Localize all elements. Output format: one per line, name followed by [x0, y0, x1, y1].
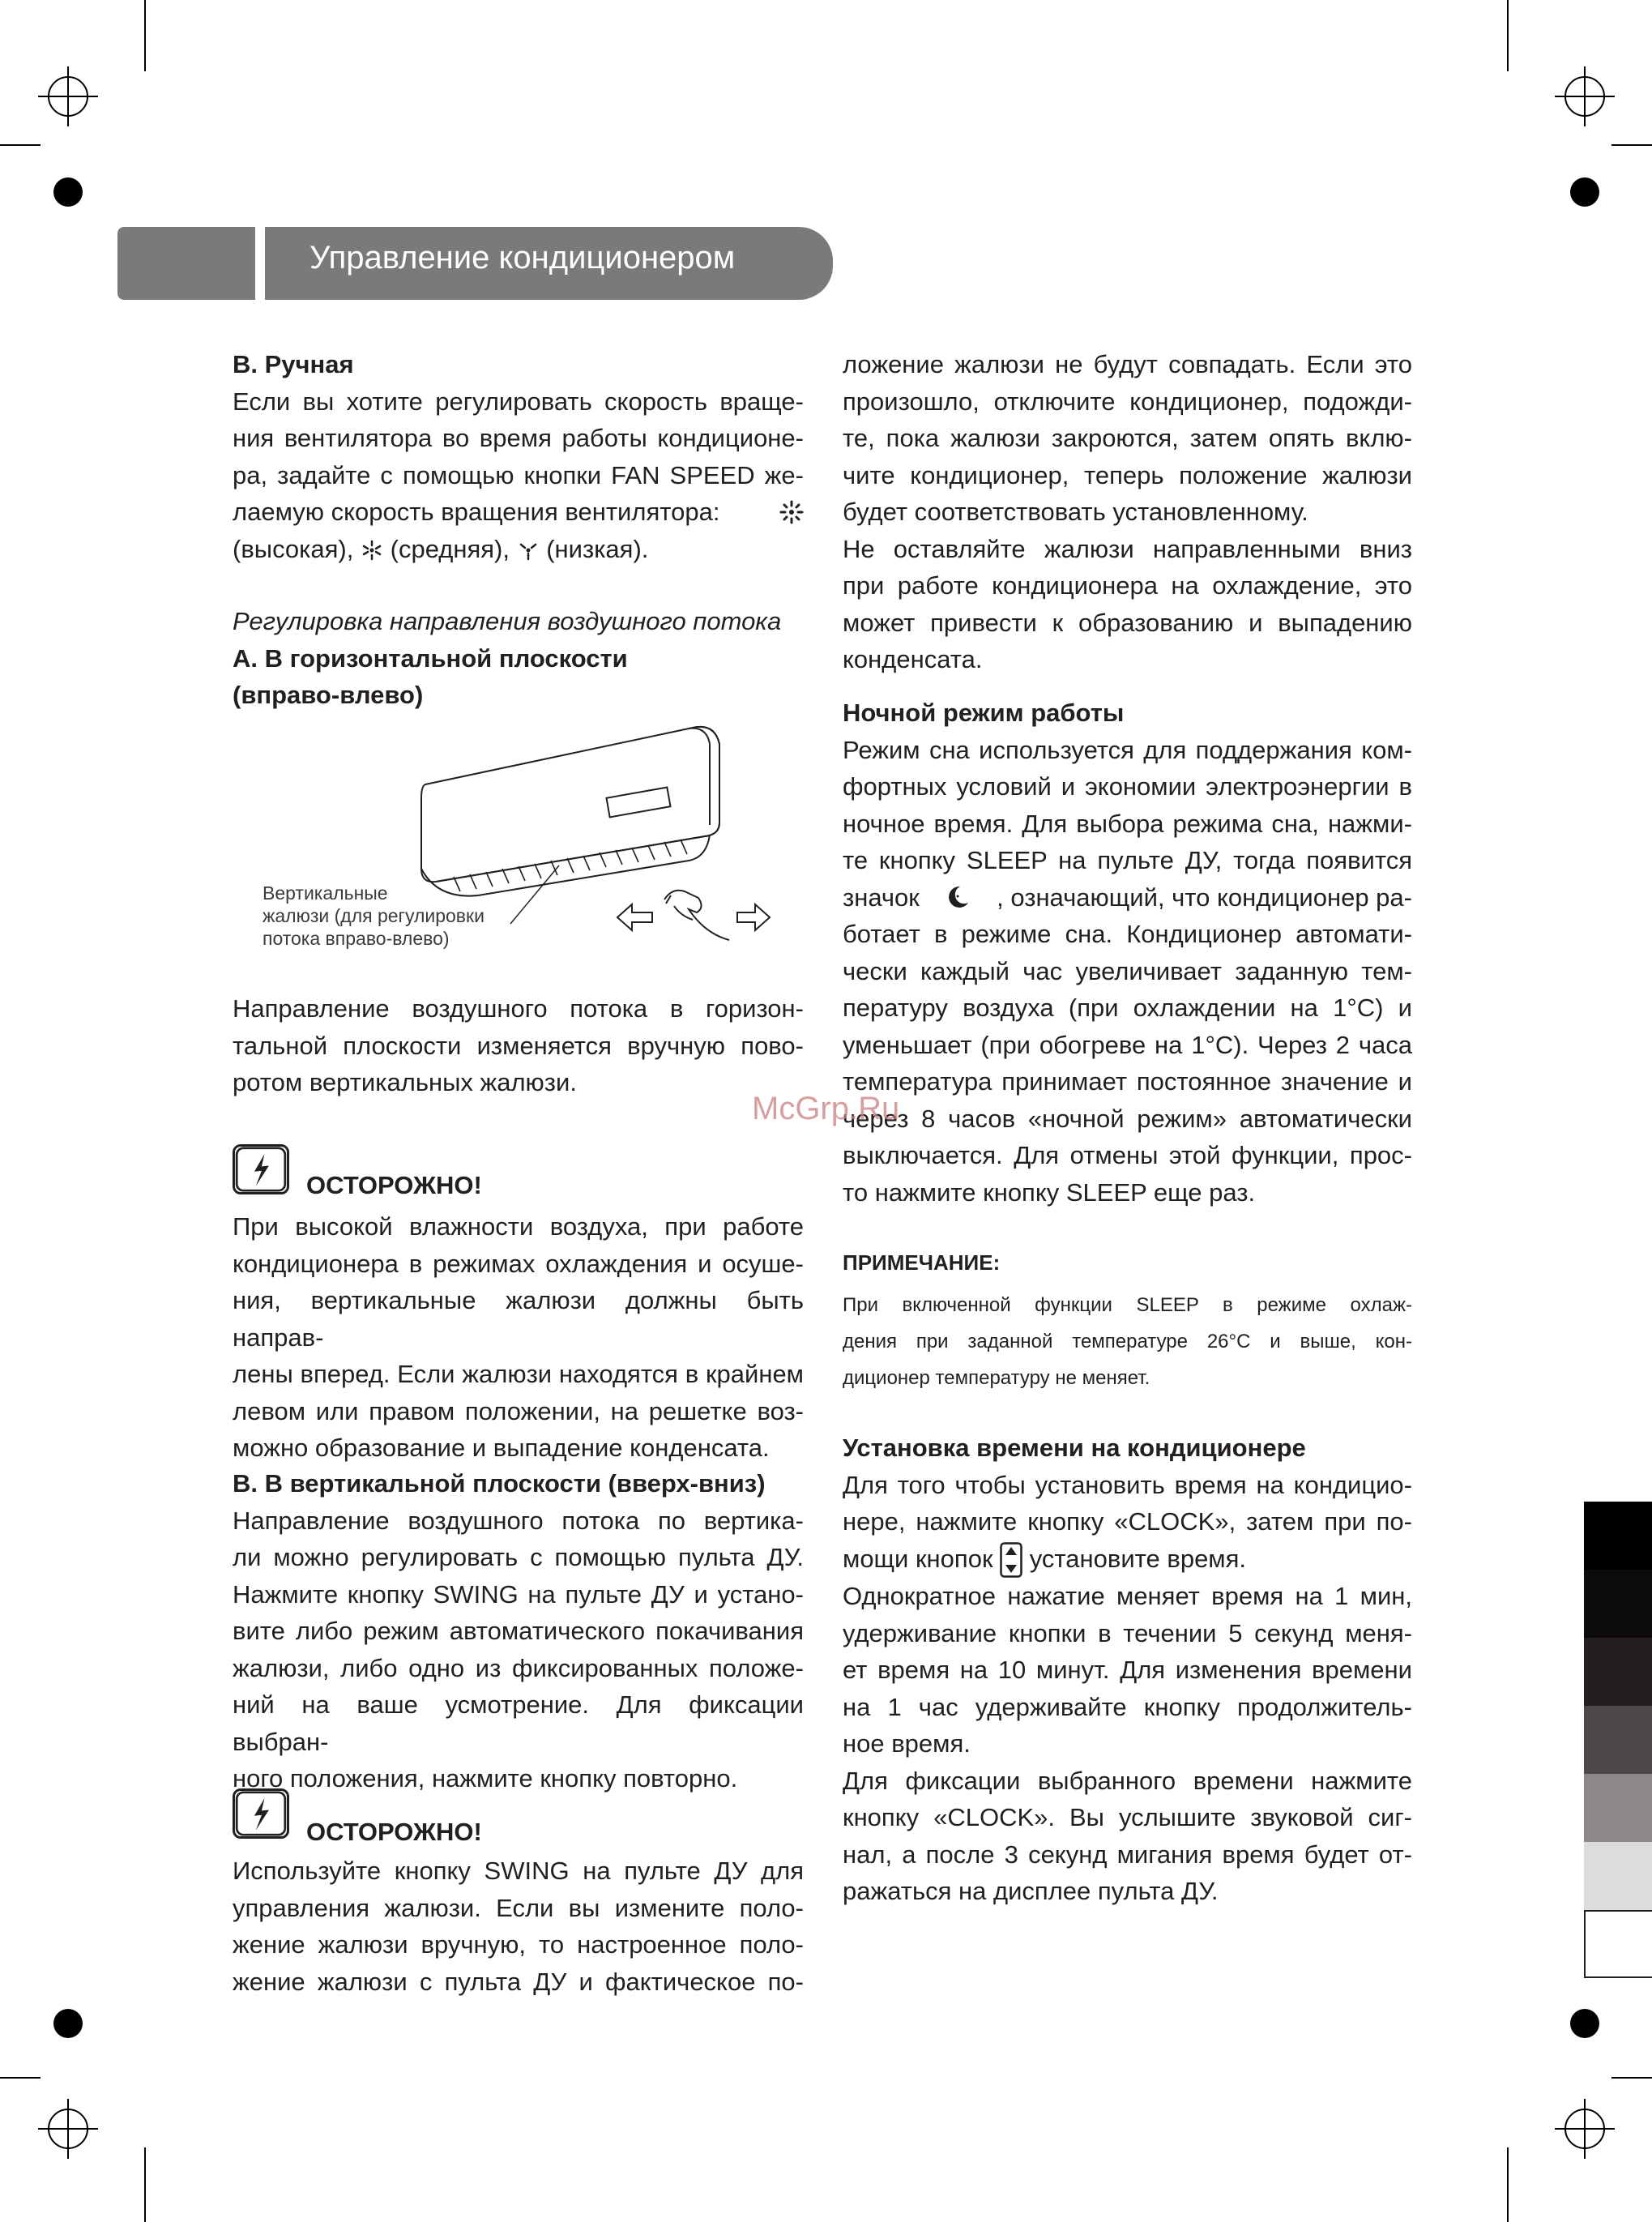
paragraph-line: ражаться на дисплее пульта ДУ.: [843, 1877, 1219, 1906]
paragraph-line: температура принимает постоянное значение и: [843, 1067, 1412, 1096]
paragraph-line: чите кондиционер, теперь положение жалюзи: [843, 460, 1412, 489]
crop-mark: [144, 2147, 146, 2222]
vertical-heading: B. В вертикальной плоскости (вверх-вниз): [233, 1469, 766, 1498]
paragraph-line: Направление воздушного потока по вертика-: [233, 1506, 804, 1535]
fan-high-icon: [779, 500, 804, 524]
paragraph-line: ного положения, нажмите кнопку повторно.: [233, 1764, 738, 1793]
figure-label-line: Вертикальные: [263, 882, 388, 904]
note-line: дения при заданной температуре 26°С и выше, кон-: [843, 1330, 1412, 1352]
fan-medium-icon: [361, 539, 383, 562]
crop-mark: [1611, 144, 1652, 146]
paragraph-line: Для фиксации выбранного времени нажмите: [843, 1766, 1412, 1795]
paragraph-line: ночное время. Для выбора режима сна, нажми-: [843, 809, 1412, 838]
paragraph-line: то нажмите кнопку SLEEP еще раз.: [843, 1177, 1256, 1207]
sleep-icon-after: , означающий, что кондиционер ра-: [997, 882, 1412, 912]
clock-icon-before: мощи кнопок: [843, 1544, 993, 1573]
sleep-heading: Ночной режим работы: [843, 699, 1125, 727]
paragraph-line: лены вперед. Если жалюзи находятся в крайнем: [233, 1360, 804, 1388]
paragraph-line: ра, задайте с помощью кнопки FAN SPEED же-: [233, 460, 804, 489]
registration-mark-icon: [1555, 66, 1615, 126]
paragraph-line: ное время.: [843, 1729, 971, 1758]
warning-lightning-icon: [233, 1788, 289, 1839]
warning2-body: [233, 1852, 804, 2000]
paragraph-line: левом или правом положении, на решетке воз-: [233, 1396, 804, 1425]
paragraph-line: фортных условий и экономии электроэнергии в: [843, 772, 1412, 801]
note-section: [843, 1245, 1412, 1396]
crop-mark: [0, 2077, 41, 2079]
paragraph-line: ротом вертикальных жалюзи.: [233, 1068, 577, 1096]
moon-icon: [944, 883, 971, 911]
paragraph-line: управления жалюзи. Если вы измените поло-: [233, 1893, 804, 1922]
paragraph-line: Не оставляйте жалюзи направленными вниз: [843, 534, 1412, 563]
paragraph-line: Нажмите кнопку SWING на пульте ДУ и устано-: [233, 1579, 804, 1609]
paragraph-line: нере, нажмите кнопку «CLOCK», затем при по-: [843, 1507, 1412, 1536]
vertical-section: [233, 1465, 804, 1797]
side-tab-4: [1584, 1706, 1652, 1774]
horizontal-paragraph: [233, 990, 804, 1101]
side-tab-6: [1584, 1842, 1652, 1910]
registration-dot-icon: [53, 2009, 83, 2038]
warning-title: ОСТОРОЖНО!: [306, 1818, 482, 1846]
sleep-icon-before: значок: [843, 882, 920, 912]
paragraph-line: жение жалюзи вручную, то настроенное поло-: [233, 1930, 804, 1959]
crop-mark: [1507, 2147, 1509, 2222]
paragraph-line: Если вы хотите регулировать скорость враще-: [233, 387, 804, 416]
paragraph-line: ет время на 10 минут. Для изменения времени: [843, 1656, 1412, 1685]
paragraph-line: вите либо режим автоматического покачивания: [233, 1617, 804, 1645]
registration-dot-icon: [1570, 2009, 1599, 2038]
side-tab-3: [1584, 1638, 1652, 1706]
paragraph-line: удерживание кнопки в течении 5 секунд меня-: [843, 1618, 1412, 1647]
paragraph-line: через 8 часов «ночной режим» автоматически: [843, 1104, 1412, 1133]
speed-high-label: (высокая),: [233, 534, 354, 563]
figure-label: [263, 882, 485, 950]
clock-heading: Установка времени на кондиционере: [843, 1434, 1306, 1462]
paragraph-line: те, пока жалюзи закроются, затем опять вклю-: [843, 424, 1412, 452]
airflow-subheading: Регулировка направления воздушного потока: [233, 607, 782, 635]
clock-icon-after: установите время.: [1029, 1544, 1247, 1573]
registration-mark-icon: [1555, 2099, 1615, 2159]
paragraph-line: кондиционера в режимах охлаждения и осуше-: [233, 1249, 804, 1278]
crop-mark: [0, 144, 41, 146]
paragraph-line: Для того чтобы установить время на кондицио-: [843, 1470, 1412, 1499]
manual-heading: B. Ручная: [233, 350, 354, 378]
side-tab-7: [1584, 1910, 1652, 1978]
note-line: диционер температуру не меняет.: [843, 1366, 1150, 1389]
registration-dot-icon: [53, 177, 83, 207]
paragraph-line: будет соответствовать установленному.: [843, 498, 1308, 526]
paragraph-line: Используйте кнопку SWING на пульте ДУ для: [233, 1857, 804, 1885]
figure-label-line: жалюзи (для регулировки: [263, 905, 485, 926]
paragraph-line: ли можно регулировать с помощью пульта ДУ.: [233, 1543, 804, 1571]
paragraph-line: конденсата.: [843, 645, 983, 673]
paragraph-line: может привести к образованию и выпадению: [843, 608, 1412, 637]
paragraph-line: ложение жалюзи не будут совпадать. Если это: [843, 350, 1412, 378]
paragraph-line: те кнопку SLEEP на пульте ДУ, тогда появится: [843, 846, 1412, 874]
crop-mark: [144, 0, 146, 71]
paragraph-line: Режим сна используется для поддержания ком-: [843, 735, 1412, 764]
warning1-body: [233, 1208, 804, 1467]
registration-mark-icon: [38, 2099, 98, 2159]
paragraph-line: жение жалюзи с пульта ДУ и фактическое по-: [233, 1967, 804, 1996]
right-continued: [843, 346, 1412, 678]
clock-icon-line: [843, 1540, 1412, 1579]
page-title: Управление кондиционером: [309, 240, 736, 276]
paragraph-line: уменьшает (при обогреве на 1°С). Через 2 часа: [843, 1030, 1412, 1059]
note-heading: ПРИМЕЧАНИЕ:: [843, 1250, 1001, 1275]
fan-speed-line: [233, 531, 804, 568]
paragraph-line: произошло, отключите кондиционер, подожди-: [843, 387, 1412, 416]
speed-low-label: (низкая).: [546, 534, 649, 563]
paragraph-line: ния вентилятора во время работы кондиционе-: [233, 424, 804, 452]
note-line: При включенной функции SLEEP в режиме охлаж-: [843, 1293, 1412, 1316]
sleep-section: [843, 694, 1412, 1211]
side-tab-5: [1584, 1774, 1652, 1842]
paragraph-text: лаемую скорость вращения вентилятора:: [233, 498, 720, 526]
header-tab-left: [117, 227, 255, 300]
paragraph-line: Направление воздушного потока в горизон-: [233, 994, 804, 1023]
paragraph-line: выключается. Для отмены этой функции, прос-: [843, 1141, 1412, 1169]
paragraph-line: кнопку «CLOCK». Вы услышите звуковой сиг-: [843, 1803, 1412, 1832]
paragraph-line: ния, вертикальные жалюзи должны быть направ-: [233, 1286, 804, 1352]
speed-mid-label: (средняя),: [390, 534, 510, 563]
registration-mark-icon: [38, 66, 98, 126]
horizontal-heading: A. В горизонтальной плоскости: [233, 643, 628, 673]
sleep-icon-line: [843, 879, 1412, 917]
fan-low-icon: [517, 539, 540, 562]
paragraph-line: жалюзи, либо одно из фиксированных положе-: [233, 1653, 804, 1682]
crop-mark: [1611, 2077, 1652, 2079]
horizontal-heading-cont: (вправо-влево): [233, 681, 424, 709]
paragraph-line: ний на ваше усмотрение. Для фиксации выбран-: [233, 1690, 804, 1756]
up-down-arrow-icon: [1000, 1542, 1022, 1578]
side-tab-2: [1584, 1570, 1652, 1638]
paragraph-line: тальной плоскости изменяется вручную пово-: [233, 1031, 804, 1060]
paragraph-line: Однократное нажатие меняет время на 1 мин,: [843, 1582, 1412, 1611]
paragraph-line: чески каждый час увеличивает заданную тем-: [843, 956, 1412, 985]
warning-lightning-icon: [233, 1144, 289, 1194]
paragraph-line: При высокой влажности воздуха, при работе: [233, 1212, 804, 1241]
paragraph-line: можно образование и выпадение конденсата.: [233, 1434, 770, 1462]
paragraph-line: на 1 час удерживайте кнопку продолжитель-: [843, 1692, 1412, 1721]
warning-title: ОСТОРОЖНО!: [306, 1171, 482, 1199]
paragraph-line: при работе кондиционера на охлаждение, это: [843, 571, 1412, 600]
crop-mark: [1507, 0, 1509, 71]
airflow-section: [233, 603, 804, 714]
paragraph-line: пературу воздуха (при охлаждении на 1°С) и: [843, 993, 1412, 1022]
watermark: McGrp.Ru: [752, 1091, 900, 1126]
paragraph-line: нал, а после 3 секунд мигания время будет от-: [843, 1840, 1412, 1869]
clock-section: [843, 1429, 1412, 1910]
left-column: [233, 346, 804, 567]
side-tab-1: [1584, 1502, 1652, 1570]
paragraph-line: [233, 494, 804, 531]
registration-dot-icon: [1570, 177, 1599, 207]
figure-label-line: потока вправо-влево): [263, 928, 450, 949]
paragraph-line: ботает в режиме сна. Кондиционер автомати-: [843, 920, 1412, 948]
